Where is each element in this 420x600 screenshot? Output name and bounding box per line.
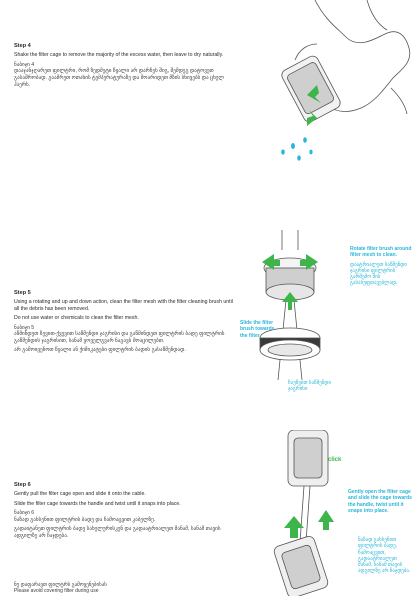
step-4-title: Step 4	[14, 43, 31, 49]
step-6-title: Step 6	[14, 482, 31, 488]
step-5-text	[14, 290, 236, 357]
footer-note: Please avoid covering filter during use	[14, 588, 99, 595]
step-4-illustration	[255, 0, 415, 175]
filter-cage	[280, 54, 343, 124]
step-5-note-ka: არ გამოიყენოთ წყალი ან ქიმიკატები ფილტრის ბადის გასაწმენდად.	[14, 347, 186, 354]
callout-open-cage-text-ka: ნაზად გახსენით ფილტრის ბადე, ჩამოაცვით, გადაატრიალეთ მანამ, სანამ თავის ადგილზე არ ჩაჯდება.	[358, 537, 411, 575]
step-4-description-ka: დააჯანჯღარეთ ფილტრი, რომ ზედმეტი წყალი არ დარჩეს შიგ, შემდეგ დატოვეთ გასაშრობად. გაამრეთ ოთახის ტემპერატურაზე და მოარიდეთ მზის სხივებს და ცხელ ჰაერს.	[14, 68, 224, 88]
callout-rotate-text-ka: დაატრიალეთ საწმენდი ჯაგრისი ფილტრის გარშემო მის გასასუფთავებლად.	[350, 261, 407, 287]
step-6-title-ka: ნაბიჯი 6	[14, 509, 35, 516]
step-4-text	[14, 43, 236, 91]
step-6-text	[14, 482, 236, 542]
handle-top	[288, 430, 328, 486]
step-6-description-ka: ნაზად გახსენით ფილტრის ბადე და ჩამოაცვით კაბელზე.	[14, 516, 156, 523]
callout-open-cage-ka	[358, 537, 412, 575]
step-6-illustration	[270, 430, 340, 596]
footer	[14, 582, 107, 595]
step-5-note: Do not use water or chemicals to clean the filter mesh.	[14, 315, 139, 322]
step-6-description-2: Slide the filter cage towards the handle and twist until it snaps into place.	[14, 500, 181, 507]
step-6-description-2-ka: გადაიტანეთ ფილტრის ბადე სახელურისკენ და გადაატრიალეთ მანამ, სანამ თავის ადგილზე არ ჩაჯდება.	[14, 525, 221, 539]
step-5-illustration	[258, 230, 338, 405]
step-4-title-ka: ნაბიჯი 4	[14, 61, 35, 68]
step-5-title-ka: ნაბიჯი 5	[14, 324, 35, 331]
footer-note-ka: ნუ დაფარავთ ფილტრს გამოყენებისას	[14, 582, 107, 588]
click-text: click	[328, 457, 342, 463]
step-5-description-ka: აწმინდეთ ზევით-ქვევით საწმენდი ჯაგრისი და გაწმინდეთ ფილტრის ბადე ფილტრის გაწმენდის ჯაგრისით, სანამ ყოველგვარ ნაგავს მოაცილებთ.	[14, 331, 225, 345]
water-drops	[281, 137, 312, 160]
callout-slide-text-ka: ჩაუშვით საწმენდი ჯაგრისი	[288, 380, 332, 393]
callout-slide-brush	[240, 320, 276, 339]
callout-rotate-brush	[350, 246, 412, 287]
filter-cage-open	[273, 535, 330, 596]
callout-rotate-text: Rotate filter brush around filter mesh to clean.	[350, 246, 412, 259]
callout-open-cage	[348, 489, 412, 514]
callout-slide-brush-ka	[288, 380, 338, 393]
callout-slide-text: Slide the filter brush towards the filter.	[240, 320, 275, 339]
green-arrows-up	[284, 510, 334, 538]
step-4-description: Shake the filter cage to remove the majority of the excess water, then leave to dry naturally.	[14, 52, 224, 59]
step-5-title: Step 5	[14, 290, 31, 296]
step-5-description: Using a rotating and up and down action, clean the filter mesh with the filter cleaning brush until all the debris has been removed.	[14, 299, 233, 313]
callout-open-cage-text: Gently open the filter cage and slide the cage towards the handle, twist until it snaps into place.	[348, 489, 412, 514]
step-6-description: Gently pull the filter cage open and slide it onto the cable.	[14, 491, 146, 498]
click-label	[328, 457, 341, 463]
